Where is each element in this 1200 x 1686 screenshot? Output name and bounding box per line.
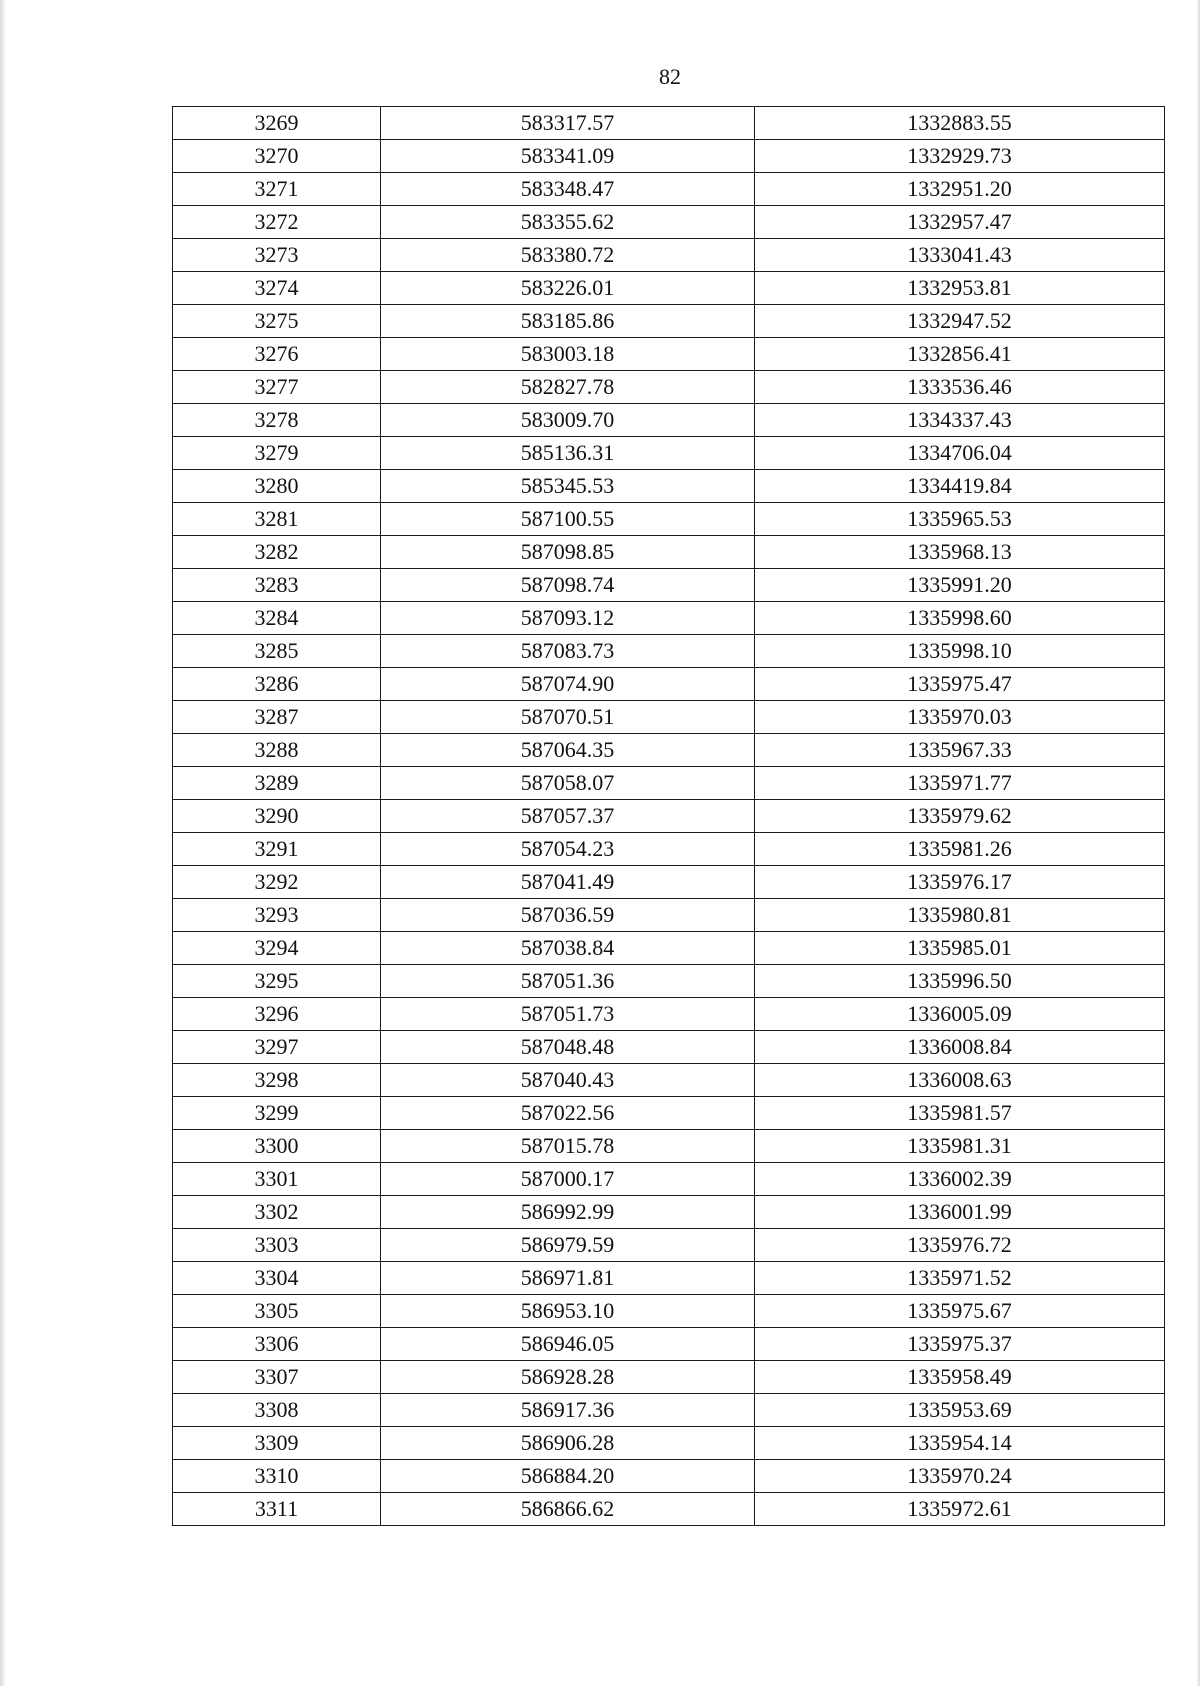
y-coordinate-cell: 1335954.14 [755,1427,1165,1460]
table-row [173,734,1165,767]
y-coordinate-cell: 1332947.52 [755,305,1165,338]
point-number-cell: 3269 [173,107,381,140]
point-number-cell: 3308 [173,1394,381,1427]
table-row [173,800,1165,833]
y-coordinate-cell: 1335975.37 [755,1328,1165,1361]
table-row [173,1328,1165,1361]
point-number-cell: 3286 [173,668,381,701]
y-coordinate-cell: 1336008.63 [755,1064,1165,1097]
table-row [173,536,1165,569]
point-number-cell: 3274 [173,272,381,305]
x-coordinate-cell: 586917.36 [381,1394,755,1427]
point-number-cell: 3292 [173,866,381,899]
coordinate-table [172,106,1165,1526]
y-coordinate-cell: 1336002.39 [755,1163,1165,1196]
table-row [173,140,1165,173]
x-coordinate-cell: 587083.73 [381,635,755,668]
y-coordinate-cell: 1335975.47 [755,668,1165,701]
x-coordinate-cell: 587098.85 [381,536,755,569]
x-coordinate-cell: 582827.78 [381,371,755,404]
x-coordinate-cell: 583348.47 [381,173,755,206]
table-row [173,965,1165,998]
y-coordinate-cell: 1335975.67 [755,1295,1165,1328]
x-coordinate-cell: 586979.59 [381,1229,755,1262]
y-coordinate-cell: 1336008.84 [755,1031,1165,1064]
y-coordinate-cell: 1335996.50 [755,965,1165,998]
point-number-cell: 3284 [173,602,381,635]
table-row [173,1064,1165,1097]
table-row [173,1394,1165,1427]
y-coordinate-cell: 1335998.60 [755,602,1165,635]
table-row [173,305,1165,338]
x-coordinate-cell: 583355.62 [381,206,755,239]
y-coordinate-cell: 1335979.62 [755,800,1165,833]
y-coordinate-cell: 1335976.17 [755,866,1165,899]
table-row [173,206,1165,239]
point-number-cell: 3300 [173,1130,381,1163]
point-number-cell: 3294 [173,932,381,965]
x-coordinate-cell: 583226.01 [381,272,755,305]
table-row [173,239,1165,272]
point-number-cell: 3289 [173,767,381,800]
x-coordinate-cell: 587000.17 [381,1163,755,1196]
x-coordinate-cell: 587093.12 [381,602,755,635]
y-coordinate-cell: 1335953.69 [755,1394,1165,1427]
point-number-cell: 3279 [173,437,381,470]
scan-edge-left [0,0,6,1686]
x-coordinate-cell: 583380.72 [381,239,755,272]
table-row [173,1130,1165,1163]
table-row [173,272,1165,305]
table-row [173,1427,1165,1460]
x-coordinate-cell: 585136.31 [381,437,755,470]
x-coordinate-cell: 587041.49 [381,866,755,899]
point-number-cell: 3302 [173,1196,381,1229]
x-coordinate-cell: 586928.28 [381,1361,755,1394]
y-coordinate-cell: 1335998.10 [755,635,1165,668]
y-coordinate-cell: 1332929.73 [755,140,1165,173]
point-number-cell: 3310 [173,1460,381,1493]
y-coordinate-cell: 1335970.24 [755,1460,1165,1493]
y-coordinate-cell: 1334706.04 [755,437,1165,470]
x-coordinate-cell: 587040.43 [381,1064,755,1097]
point-number-cell: 3277 [173,371,381,404]
y-coordinate-cell: 1333041.43 [755,239,1165,272]
x-coordinate-cell: 587036.59 [381,899,755,932]
table-row [173,833,1165,866]
scan-edge-right [1196,0,1200,1686]
table-row [173,602,1165,635]
y-coordinate-cell: 1332856.41 [755,338,1165,371]
point-number-cell: 3275 [173,305,381,338]
x-coordinate-cell: 587100.55 [381,503,755,536]
y-coordinate-cell: 1336001.99 [755,1196,1165,1229]
table-row [173,470,1165,503]
x-coordinate-cell: 587058.07 [381,767,755,800]
x-coordinate-cell: 585345.53 [381,470,755,503]
x-coordinate-cell: 586906.28 [381,1427,755,1460]
point-number-cell: 3299 [173,1097,381,1130]
x-coordinate-cell: 586971.81 [381,1262,755,1295]
table-row [173,1361,1165,1394]
point-number-cell: 3296 [173,998,381,1031]
point-number-cell: 3295 [173,965,381,998]
x-coordinate-cell: 587098.74 [381,569,755,602]
y-coordinate-cell: 1335985.01 [755,932,1165,965]
point-number-cell: 3276 [173,338,381,371]
point-number-cell: 3303 [173,1229,381,1262]
y-coordinate-cell: 1335981.57 [755,1097,1165,1130]
point-number-cell: 3273 [173,239,381,272]
y-coordinate-cell: 1332957.47 [755,206,1165,239]
point-number-cell: 3293 [173,899,381,932]
table-row [173,1163,1165,1196]
y-coordinate-cell: 1335971.77 [755,767,1165,800]
table-row [173,503,1165,536]
y-coordinate-cell: 1335967.33 [755,734,1165,767]
point-number-cell: 3283 [173,569,381,602]
table-row [173,1295,1165,1328]
x-coordinate-cell: 587051.73 [381,998,755,1031]
table-body [173,107,1165,1526]
x-coordinate-cell: 587015.78 [381,1130,755,1163]
point-number-cell: 3301 [173,1163,381,1196]
y-coordinate-cell: 1335976.72 [755,1229,1165,1262]
x-coordinate-cell: 587070.51 [381,701,755,734]
x-coordinate-cell: 586992.99 [381,1196,755,1229]
table-row [173,1262,1165,1295]
point-number-cell: 3287 [173,701,381,734]
point-number-cell: 3311 [173,1493,381,1526]
table-row [173,437,1165,470]
table-row [173,1097,1165,1130]
point-number-cell: 3290 [173,800,381,833]
x-coordinate-cell: 586884.20 [381,1460,755,1493]
x-coordinate-cell: 586953.10 [381,1295,755,1328]
table-row [173,371,1165,404]
y-coordinate-cell: 1335980.81 [755,899,1165,932]
point-number-cell: 3282 [173,536,381,569]
y-coordinate-cell: 1335991.20 [755,569,1165,602]
point-number-cell: 3304 [173,1262,381,1295]
y-coordinate-cell: 1334337.43 [755,404,1165,437]
table-row [173,173,1165,206]
point-number-cell: 3298 [173,1064,381,1097]
y-coordinate-cell: 1334419.84 [755,470,1165,503]
table-row [173,767,1165,800]
table-row [173,569,1165,602]
x-coordinate-cell: 583003.18 [381,338,755,371]
table-row [173,1031,1165,1064]
y-coordinate-cell: 1333536.46 [755,371,1165,404]
y-coordinate-cell: 1332951.20 [755,173,1165,206]
y-coordinate-cell: 1332953.81 [755,272,1165,305]
point-number-cell: 3281 [173,503,381,536]
point-number-cell: 3297 [173,1031,381,1064]
table-row [173,1229,1165,1262]
table-row [173,899,1165,932]
point-number-cell: 3305 [173,1295,381,1328]
y-coordinate-cell: 1335981.31 [755,1130,1165,1163]
table-row [173,338,1165,371]
y-coordinate-cell: 1335971.52 [755,1262,1165,1295]
table-row [173,1460,1165,1493]
point-number-cell: 3271 [173,173,381,206]
point-number-cell: 3278 [173,404,381,437]
point-number-cell: 3307 [173,1361,381,1394]
point-number-cell: 3306 [173,1328,381,1361]
table-row [173,932,1165,965]
y-coordinate-cell: 1335970.03 [755,701,1165,734]
point-number-cell: 3309 [173,1427,381,1460]
x-coordinate-cell: 587048.48 [381,1031,755,1064]
x-coordinate-cell: 583185.86 [381,305,755,338]
x-coordinate-cell: 583317.57 [381,107,755,140]
x-coordinate-cell: 587054.23 [381,833,755,866]
table-row [173,635,1165,668]
y-coordinate-cell: 1335965.53 [755,503,1165,536]
x-coordinate-cell: 587022.56 [381,1097,755,1130]
table-row [173,998,1165,1031]
x-coordinate-cell: 587051.36 [381,965,755,998]
point-number-cell: 3280 [173,470,381,503]
x-coordinate-cell: 587074.90 [381,668,755,701]
y-coordinate-cell: 1335981.26 [755,833,1165,866]
table-row [173,107,1165,140]
y-coordinate-cell: 1336005.09 [755,998,1165,1031]
x-coordinate-cell: 586866.62 [381,1493,755,1526]
x-coordinate-cell: 587038.84 [381,932,755,965]
table-row [173,1196,1165,1229]
point-number-cell: 3270 [173,140,381,173]
x-coordinate-cell: 586946.05 [381,1328,755,1361]
table-row [173,866,1165,899]
x-coordinate-cell: 587057.37 [381,800,755,833]
y-coordinate-cell: 1335958.49 [755,1361,1165,1394]
table-row [173,701,1165,734]
point-number-cell: 3285 [173,635,381,668]
x-coordinate-cell: 583009.70 [381,404,755,437]
y-coordinate-cell: 1332883.55 [755,107,1165,140]
x-coordinate-cell: 587064.35 [381,734,755,767]
y-coordinate-cell: 1335972.61 [755,1493,1165,1526]
point-number-cell: 3272 [173,206,381,239]
x-coordinate-cell: 583341.09 [381,140,755,173]
y-coordinate-cell: 1335968.13 [755,536,1165,569]
point-number-cell: 3288 [173,734,381,767]
table-row [173,668,1165,701]
table-row [173,404,1165,437]
point-number-cell: 3291 [173,833,381,866]
table-row [173,1493,1165,1526]
page-number: 82 [659,64,681,89]
